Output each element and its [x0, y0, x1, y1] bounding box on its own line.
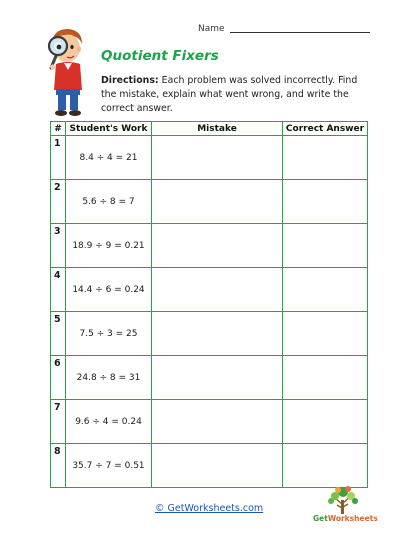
footer-copyright-link[interactable]: © GetWorksheets.com: [155, 503, 264, 514]
row-number: 4: [51, 268, 66, 312]
student-work-cell: 7.5 ÷ 3 = 25: [66, 312, 152, 356]
student-work-cell: 35.7 ÷ 7 = 0.51: [66, 444, 152, 488]
logo-wordmark: [313, 514, 378, 523]
correct-answer-cell[interactable]: [283, 224, 368, 268]
correct-answer-cell[interactable]: [283, 268, 368, 312]
mistake-cell[interactable]: [152, 268, 283, 312]
name-label: Name: [198, 24, 225, 34]
correct-answer-cell[interactable]: [283, 356, 368, 400]
mistake-cell[interactable]: [152, 180, 283, 224]
boy-with-magnifying-glass-icon: [42, 26, 94, 118]
table-row: [51, 136, 368, 180]
row-number: 1: [51, 136, 66, 180]
table-row: [51, 268, 368, 312]
directions-label: Directions:: [101, 75, 159, 86]
mistake-cell[interactable]: [152, 312, 283, 356]
name-field[interactable]: [198, 24, 370, 34]
table-row: [51, 356, 368, 400]
row-number: 5: [51, 312, 66, 356]
directions: [101, 74, 369, 116]
row-number: 7: [51, 400, 66, 444]
table-row: [51, 224, 368, 268]
mistake-cell[interactable]: [152, 136, 283, 180]
row-number: 6: [51, 356, 66, 400]
student-work-cell: 14.4 ÷ 6 = 0.24: [66, 268, 152, 312]
logo-text-get: Get: [313, 514, 328, 523]
correct-answer-cell[interactable]: [283, 312, 368, 356]
student-work-cell: 5.6 ÷ 8 = 7: [66, 180, 152, 224]
mistake-cell[interactable]: [152, 224, 283, 268]
correct-answer-cell[interactable]: [283, 136, 368, 180]
student-work-cell: 18.9 ÷ 9 = 0.21: [66, 224, 152, 268]
table-row: [51, 312, 368, 356]
row-number: 3: [51, 224, 66, 268]
table-row: [51, 444, 368, 488]
header-student-work: Student's Work: [66, 122, 152, 136]
table-row: [51, 180, 368, 224]
row-number: 8: [51, 444, 66, 488]
mistake-cell[interactable]: [152, 444, 283, 488]
header-correct-answer: Correct Answer: [283, 122, 368, 136]
mistake-cell[interactable]: [152, 400, 283, 444]
correct-answer-cell[interactable]: [283, 444, 368, 488]
worksheet-table: [50, 121, 368, 488]
tree-logo-icon: [313, 486, 373, 516]
student-work-cell: 24.8 ÷ 8 = 31: [66, 356, 152, 400]
logo-text-worksheets: Worksheets: [327, 514, 378, 523]
header-number: #: [51, 122, 66, 136]
directions-text: Each problem was solved incorrectly. Find the mistake, explain what went wrong, and write the correct answer.: [101, 75, 358, 114]
getworksheets-logo: [313, 486, 378, 528]
table-row: [51, 400, 368, 444]
mistake-cell[interactable]: [152, 356, 283, 400]
page-title: Quotient Fixers: [101, 48, 219, 64]
name-blank-line[interactable]: [230, 32, 370, 33]
correct-answer-cell[interactable]: [283, 400, 368, 444]
student-work-cell: 8.4 ÷ 4 = 21: [66, 136, 152, 180]
student-work-cell: 9.6 ÷ 4 = 0.24: [66, 400, 152, 444]
row-number: 2: [51, 180, 66, 224]
header-mistake: Mistake: [152, 122, 283, 136]
correct-answer-cell[interactable]: [283, 180, 368, 224]
table-header-row: [51, 122, 368, 136]
